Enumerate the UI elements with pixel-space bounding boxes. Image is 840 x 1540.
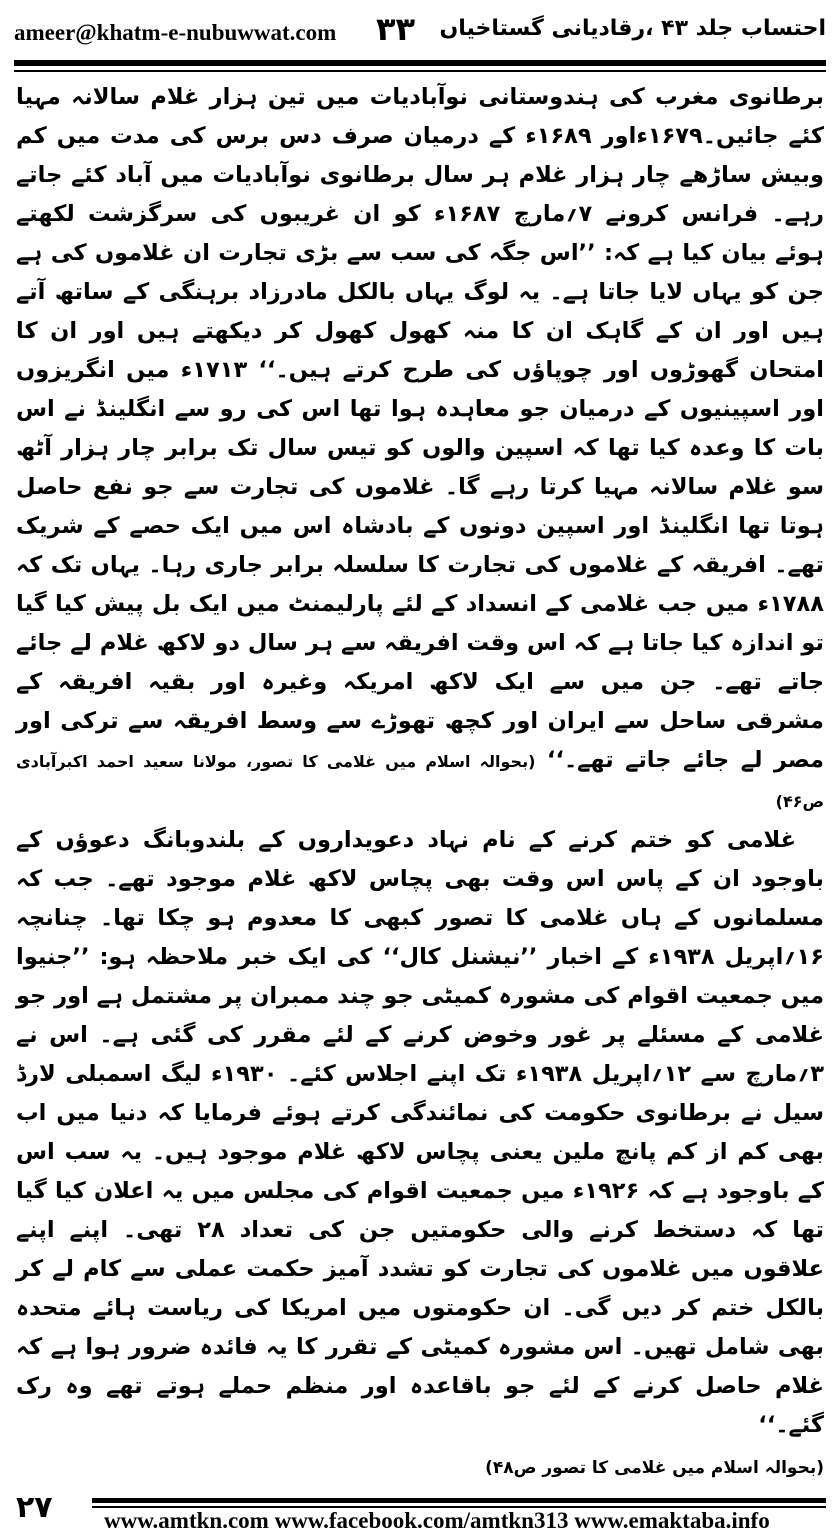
header-rule-thin — [14, 70, 826, 72]
body-text — [16, 78, 824, 1488]
paragraph-2-text: غلامی کو ختم کرنے کے نام نہاد دعویداروں کے بلندوبانگ دعوؤں کے باوجود ان کے پاس اس وقت بھی پچاس لاکھ غلام موجود تھے۔ جب کہ مسلمانوں کے ہاں غلامی کا تصور کبھی کا معدوم ہو چکا تھا۔ چنانچہ ۱۶؍اپریل ۱۹۳۸ء کے اخبار ’’نیشنل کال‘‘ کی ایک خبر ملاحظہ ہو: ’’جنیوا میں جمعیت اقوام کی مشورہ کمیٹی جو چند ممبران پر مشتمل ہے اور جو غلامی کے مسئلے پر غور وخوض کرنے کے لئے مقرر کی گئی ہے۔ اس نے ۳؍مارچ سے ۱۲؍اپریل ۱۹۳۸ء تک اپنے اجلاس کئے۔ ۱۹۳۰ء لیگ اسمبلی لارڈ سیل نے برطانوی حکومت کی نمائندگی کرتے ہوئے فرمایا کہ دنیا میں اب بھی کم از کم پانچ ملین یعنی پچاس لاکھ غلام موجود ہیں۔ یہ سب اس کے باوجود ہے کہ ۱۹۲۶ء میں جمعیت اقوام کی مجلس میں یہ اعلان کیا گیا تھا کہ دستخط کرنے والی حکومتیں جن کی تعداد ۲۸ تھی۔ اپنے اپنے علاقوں میں غلاموں کی تجارت کو تشدد آمیز حکمت عملی سے کام لے کر بالکل ختم کر دیں گی۔ ان حکومتوں میں امریکا کی ریاست ہائے متحدہ بھی شامل تھیں۔ اس مشورہ کمیٹی کے تقرر کا یہ فائدہ ضرور ہوا ہے کہ غلام حاصل کرنے کے لئے جو باقاعدہ اور منظم حملے ہوتے تھے وہ رک گئے۔‘‘ — [16, 827, 824, 1438]
running-title: احتساب جلد ۴۳ ،رقادیانی گستاخیاں — [439, 16, 826, 41]
footer-urls[interactable]: www.amtkn.com www.facebook.com/amtkn313 www.emaktaba.info — [104, 1508, 770, 1533]
header-page-number: ۳۳ — [376, 10, 416, 48]
paragraph-1 — [16, 78, 824, 821]
footer-page-number: ۲۷ — [16, 1490, 53, 1525]
footer-rule-thick — [92, 1498, 826, 1503]
header-rule-thick — [14, 60, 826, 66]
paragraph-1-text: برطانوی مغرب کی ہندوستانی نوآبادیات میں تین ہزار غلام سالانہ مہیا کئے جائیں۔۱۶۷۹ءاور ۱۶۸۹ء کے درمیان صرف دس برس کی مدت میں کم وبیش ساڑھے چار ہزار غلام ہر سال برطانوی نوآبادیات میں آباد کئے جاتے رہے۔ فرانس کرونے ۷؍مارچ ۱۶۸۷ء کو ان غریبوں کی سرگزشت لکھتے ہوئے بیان کیا ہے کہ: ’’اس جگہ کی سب سے بڑی تجارت ان غلاموں کی ہے جن کو یہاں لایا جاتا ہے۔ یہ لوگ یہاں بالکل مادرزاد برہنگی کے ساتھ آتے ہیں اور ان کے گاہک ان کا منہ کھول کھول کر دیکھتے ہیں اور ان کا امتحان گھوڑوں اور چوپاؤں کی طرح کرتے ہیں۔‘‘ ۱۷۱۳ء میں انگریزوں اور اسپینیوں کے درمیان جو معاہدہ ہوا تھا اس کی رو سے انگلینڈ نے اس بات کا وعدہ کیا تھا کہ اسپین والوں کو تیس سال تک برابر چار ہزار آٹھ سو غلام سالانہ مہیا کرتا رہے گا۔ غلاموں کی تجارت سے جو نفع حاصل ہوتا تھا انگلینڈ اور اسپین دونوں کے بادشاہ اس میں ایک حصے کے شریک تھے۔ افریقہ کے غلاموں کی تجارت کا سلسلہ برابر جاری رہا۔ یہاں تک کہ ۱۷۸۸ء میں جب غلامی کے انسداد کے لئے پارلیمنٹ میں ایک بل پیش کیا گیا تو اندازہ کیا جاتا ہے کہ اس وقت افریقہ سے ہر سال دو لاکھ غلام لے جائے جاتے تھے۔ جن میں سے ایک لاکھ امریکہ وغیرہ اور بقیہ افریقہ کے مشرقی ساحل سے ایران اور کچھ تھوڑے سے وسط افریقہ سے ترکی اور مصر لے جائے جاتے تھے۔‘‘ — [16, 84, 824, 773]
paragraph-2 — [16, 821, 824, 1445]
header-email[interactable]: ameer@khatm-e-nubuwwat.com — [14, 20, 337, 45]
page-header — [14, 10, 826, 56]
page-footer — [14, 1490, 826, 1534]
reference-2: (بحوالہ اسلام میں غلامی کا تصور ص۴۸) — [485, 1458, 824, 1478]
reference-1: (بحوالہ اسلام میں غلامی کا تصور، مولانا سعید احمد اکبرآبادی ص۴۶) — [16, 752, 824, 811]
